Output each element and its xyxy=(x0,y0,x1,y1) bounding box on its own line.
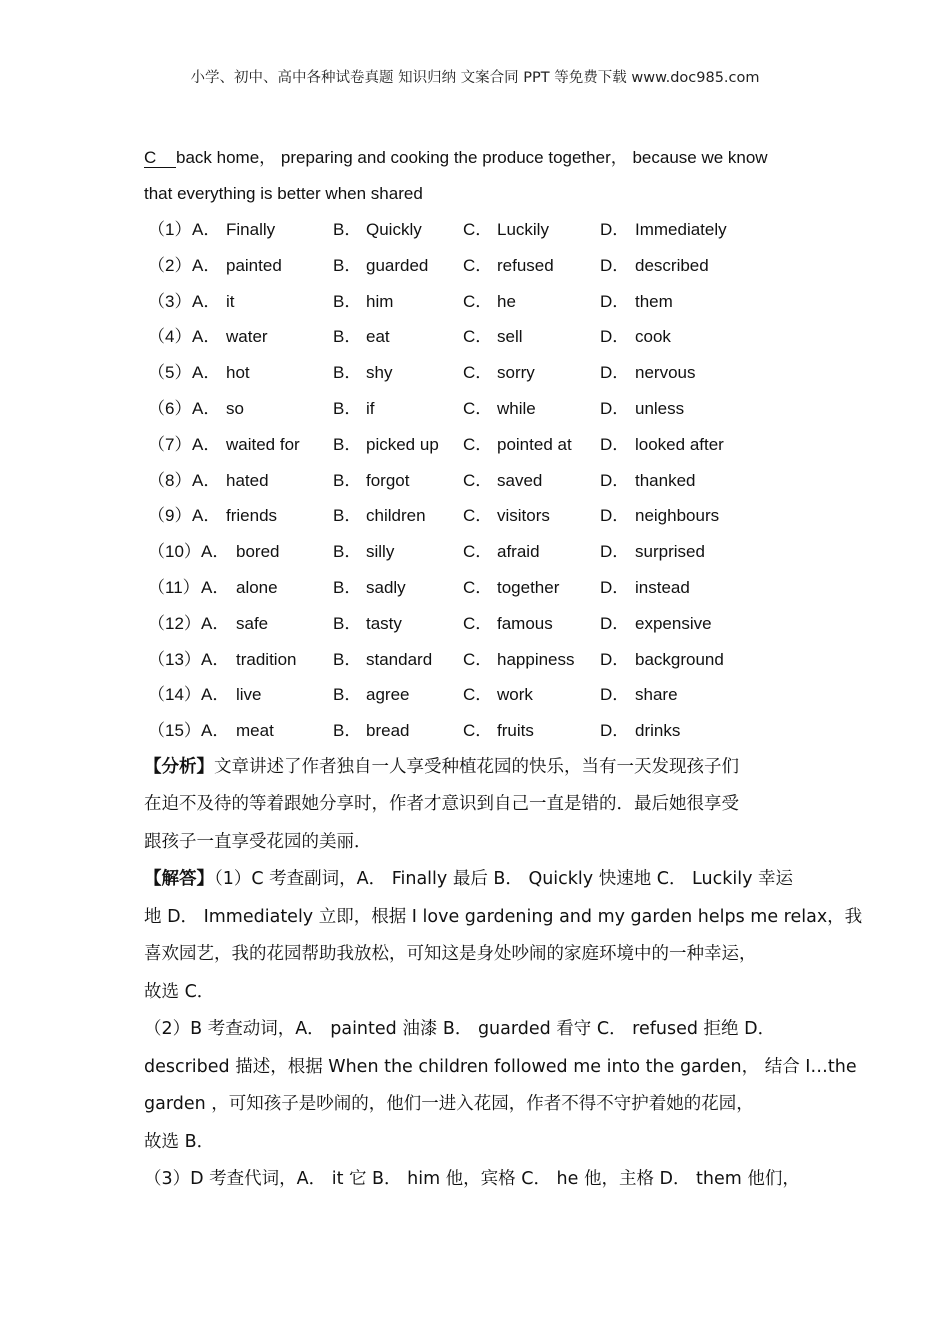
option-a-letter: A． xyxy=(192,434,221,454)
analysis-label: 【分析】 xyxy=(144,756,214,777)
option-a-letter: A． xyxy=(201,649,230,669)
option-c: Luckily xyxy=(497,220,549,239)
option-row xyxy=(144,284,824,320)
option-row xyxy=(144,498,824,534)
option-row xyxy=(144,606,824,642)
analysis-line: 文章讲述了作者独自一人享受种植花园的快乐，当有一天发现孩子们 xyxy=(214,756,739,777)
solution-line: 地 D． Immediately 立即，根据 I love gardening and my garden helps me relax，我 xyxy=(144,906,863,927)
option-d-letter: D． xyxy=(600,363,630,383)
question-number: （15） xyxy=(148,721,201,741)
solution-label: 【解答】 xyxy=(144,869,214,890)
option-a: tradition xyxy=(236,649,297,669)
solution-line: 故选 C． xyxy=(144,981,215,1002)
option-d: neighbours xyxy=(635,506,720,526)
option-b: forgot xyxy=(366,470,410,490)
option-d: drinks xyxy=(635,721,681,741)
option-b-letter: B． xyxy=(333,255,362,275)
option-a: live xyxy=(236,685,262,705)
option-c: famous xyxy=(497,613,553,633)
option-b-letter: B． xyxy=(333,291,362,311)
option-b: agree xyxy=(366,685,410,705)
question-number: （6） xyxy=(148,398,192,418)
option-a: hot xyxy=(226,363,250,383)
option-c: sorry xyxy=(497,363,535,383)
option-d: thanked xyxy=(635,470,696,490)
option-d: background xyxy=(635,649,724,669)
option-c-letter: C． xyxy=(463,291,493,311)
question-number: （5） xyxy=(148,363,192,383)
option-d-letter: D． xyxy=(600,685,630,705)
option-a: hated xyxy=(226,470,269,490)
option-c-letter: C． xyxy=(463,613,493,633)
option-row xyxy=(144,534,824,570)
option-b: guarded xyxy=(366,255,429,275)
option-c: afraid xyxy=(497,542,540,562)
option-d-letter: D． xyxy=(600,398,630,418)
option-c: refused xyxy=(497,255,554,275)
option-a-letter: A． xyxy=(201,577,230,597)
option-d-letter: D． xyxy=(600,470,630,490)
solution-line: （2）B 考查动词，A． painted 油漆 B． guarded 看守 C． refused 拒绝 D． xyxy=(144,1019,776,1040)
analysis-line: 在迫不及待的等着跟她分享时，作者才意识到自己一直是错的．最后她很享受 xyxy=(144,794,739,815)
question-number: （9） xyxy=(148,506,192,526)
option-b: bread xyxy=(366,721,410,741)
option-b: silly xyxy=(366,542,395,562)
option-b-letter: B． xyxy=(333,506,362,526)
option-c-letter: C． xyxy=(463,470,493,490)
option-a-letter: A． xyxy=(192,506,221,526)
option-row xyxy=(144,713,824,749)
option-row xyxy=(144,427,824,463)
option-a: safe xyxy=(236,613,269,633)
option-c-letter: C． xyxy=(463,434,493,454)
option-b: shy xyxy=(366,363,393,383)
option-row xyxy=(144,355,824,391)
option-b-letter: B． xyxy=(333,220,362,239)
solution-line: （3）D 考查代词，A． it 它 B． him 他，宾格 C． he 他，主格 D． them 他们， xyxy=(144,1169,800,1190)
option-a-letter: A． xyxy=(201,721,230,741)
option-c: pointed at xyxy=(497,434,572,454)
option-b: eat xyxy=(366,327,390,347)
document-content xyxy=(144,140,863,1199)
answer-blank: C xyxy=(144,149,176,168)
option-b-letter: B． xyxy=(333,685,362,705)
option-d: described xyxy=(635,255,709,275)
option-b-letter: B． xyxy=(333,613,362,633)
option-a: alone xyxy=(236,577,278,597)
option-row xyxy=(144,642,824,678)
option-b-letter: B． xyxy=(333,721,362,741)
option-a-letter: A． xyxy=(192,255,221,275)
option-c-letter: C． xyxy=(463,327,493,347)
option-a: friends xyxy=(226,506,278,526)
option-a-letter: A． xyxy=(192,398,221,418)
option-a-letter: A． xyxy=(201,685,230,705)
option-c: sell xyxy=(497,327,523,347)
option-d: them xyxy=(635,291,673,311)
option-d-letter: D． xyxy=(600,721,630,741)
option-c-letter: C． xyxy=(463,255,493,275)
analysis-section xyxy=(144,749,824,862)
question-number: （13） xyxy=(148,649,201,669)
option-row xyxy=(144,570,824,606)
option-b-letter: B． xyxy=(333,363,362,383)
question-number: （11） xyxy=(148,577,200,597)
option-b-letter: B． xyxy=(333,470,362,490)
option-d-letter: D． xyxy=(600,291,630,311)
option-a: meat xyxy=(236,721,274,741)
option-c-letter: C． xyxy=(463,220,493,239)
option-b: if xyxy=(366,398,375,418)
option-a: bored xyxy=(236,542,280,562)
option-b-letter: B． xyxy=(333,434,362,454)
option-b: standard xyxy=(366,649,433,669)
option-d-letter: D． xyxy=(600,220,630,239)
option-d-letter: D． xyxy=(600,327,630,347)
question-number: （4） xyxy=(148,327,192,347)
option-c-letter: C． xyxy=(463,506,493,526)
option-c-letter: C． xyxy=(463,398,493,418)
option-b-letter: B． xyxy=(333,542,362,562)
option-c-letter: C． xyxy=(463,542,493,562)
option-row xyxy=(144,319,824,355)
question-number: （12） xyxy=(148,613,201,633)
option-c-letter: C． xyxy=(463,363,493,383)
option-row xyxy=(144,248,824,284)
option-b-letter: B． xyxy=(333,327,362,347)
option-d-letter: D． xyxy=(600,506,630,526)
option-b-letter: B． xyxy=(333,398,362,418)
option-d: instead xyxy=(635,577,690,597)
option-a: so xyxy=(226,398,244,418)
question-number: （1） xyxy=(148,220,192,239)
passage-line-1 xyxy=(144,140,824,176)
option-a: Finally xyxy=(226,220,276,239)
option-a: waited for xyxy=(226,434,300,454)
option-b: him xyxy=(366,291,394,311)
question-number: （3） xyxy=(148,291,192,311)
option-b: Quickly xyxy=(366,220,422,239)
option-c-letter: C． xyxy=(463,649,493,669)
option-b: picked up xyxy=(366,434,439,454)
option-row xyxy=(144,391,824,427)
option-d-letter: D． xyxy=(600,577,630,597)
option-d: expensive xyxy=(635,613,712,633)
analysis-line: 跟孩子一直享受花园的美丽． xyxy=(144,831,372,852)
option-b: sadly xyxy=(366,577,406,597)
option-a: painted xyxy=(226,255,282,275)
option-d-letter: D． xyxy=(600,434,630,454)
option-a: water xyxy=(226,327,268,347)
option-c: he xyxy=(497,291,516,311)
options-list xyxy=(144,212,824,749)
option-a-letter: A． xyxy=(192,470,221,490)
question-number: （7） xyxy=(148,434,192,454)
solution-line: garden ，可知孩子是吵闹的，他们一进入花园，作者不得不守护着她的花园， xyxy=(144,1094,754,1115)
option-d-letter: D． xyxy=(600,255,630,275)
option-d: cook xyxy=(635,327,671,347)
option-d-letter: D． xyxy=(600,649,630,669)
option-d: share xyxy=(635,685,678,705)
option-c-letter: C． xyxy=(463,685,493,705)
option-a-letter: A． xyxy=(192,291,221,311)
solution-line: （1）C 考查副词，A． Finally 最后 B． Quickly 快速地 C． Luckily 幸运 xyxy=(214,869,793,890)
option-c: visitors xyxy=(497,506,550,526)
option-d: nervous xyxy=(635,363,696,383)
option-row xyxy=(144,677,824,713)
option-c-letter: C． xyxy=(463,721,493,741)
option-c-letter: C． xyxy=(463,577,493,597)
option-row xyxy=(144,212,824,248)
option-c: fruits xyxy=(497,721,534,741)
option-row xyxy=(144,463,824,499)
solution-line: 故选 B． xyxy=(144,1131,215,1152)
question-number: （2） xyxy=(148,255,192,275)
solution-section xyxy=(144,861,863,1199)
option-a-letter: A． xyxy=(192,327,221,347)
solution-line: 喜欢园艺，我的花园帮助我放松，可知这是身处吵闹的家庭环境中的一种幸运， xyxy=(144,944,757,965)
option-d-letter: D． xyxy=(600,613,630,633)
option-d: looked after xyxy=(635,434,724,454)
option-c: happiness xyxy=(497,649,575,669)
option-a-letter: A． xyxy=(192,220,221,239)
option-c: saved xyxy=(497,470,543,490)
passage-text: back home， preparing and cooking the produce together， because we know xyxy=(176,148,768,167)
option-c: work xyxy=(497,685,533,705)
question-number: （14） xyxy=(148,685,201,705)
option-c: while xyxy=(497,398,536,418)
option-d-letter: D． xyxy=(600,542,630,562)
page-header: 小学、初中、高中各种试卷真题 知识归纳 文案合同 PPT 等免费下载 www.doc985.com xyxy=(190,70,760,86)
option-a: it xyxy=(226,291,235,311)
option-b-letter: B． xyxy=(333,577,362,597)
option-b: tasty xyxy=(366,613,402,633)
question-number: （8） xyxy=(148,470,192,490)
option-d: surprised xyxy=(635,542,705,562)
option-d: Immediately xyxy=(635,220,727,239)
option-a-letter: A． xyxy=(192,363,221,383)
option-a-letter: A． xyxy=(201,542,230,562)
passage-line-2: that everything is better when shared xyxy=(144,184,423,203)
option-b: children xyxy=(366,506,426,526)
solution-line: described 描述，根据 When the children followed me into the garden， 结合 I…the xyxy=(144,1056,857,1077)
option-c: together xyxy=(497,577,560,597)
option-d: unless xyxy=(635,398,685,418)
option-b-letter: B． xyxy=(333,649,362,669)
option-a-letter: A． xyxy=(201,613,230,633)
question-number: （10） xyxy=(148,542,201,562)
